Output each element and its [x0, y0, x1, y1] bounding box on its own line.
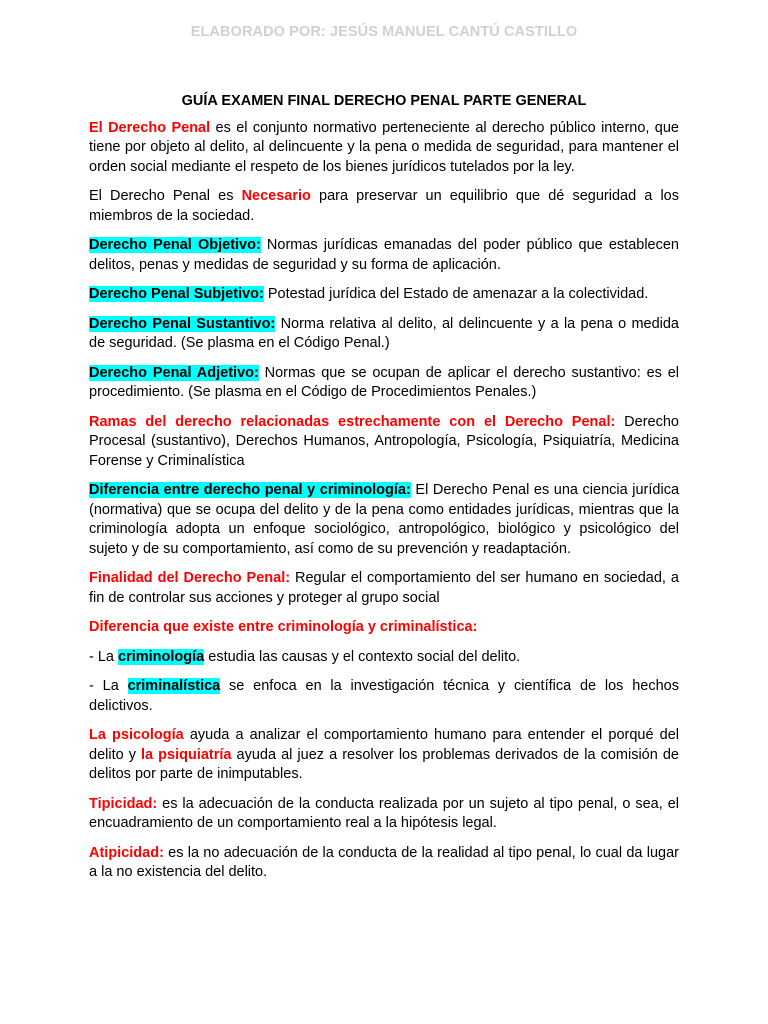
bullet-criminologia	[89, 648, 679, 668]
term-finalidad: Finalidad del Derecho Penal:	[89, 570, 291, 586]
paragraph-subjetivo	[89, 285, 679, 305]
term-psiquiatria: la psiquiatría	[141, 746, 232, 763]
text-after: se enfoca en la investigación técnica y científica de los hechos delictivos.	[89, 678, 679, 714]
paragraph-objetivo	[89, 236, 679, 275]
term-psicologia: La psicología	[89, 727, 184, 743]
term-sustantivo: Derecho Penal Sustantivo:	[89, 315, 276, 332]
text-after: ayuda al juez a resolver los problemas derivados de la comisión de delitos por parte de inimputables.	[89, 746, 679, 782]
term-necesario: Necesario	[241, 188, 311, 204]
definition-text: es el conjunto normativo perteneciente al derecho público interno, que tiene por objeto al delito, al delincuente y la pena o medida de seguridad, para mantener el orden social mediante el respeto de los bienes jurídicos tutelados por la ley.	[89, 119, 680, 175]
term-atipicidad: Atipicidad:	[89, 844, 164, 861]
definition-text: Norma relativa al delito, al delincuente y a la pena o medida de seguridad. (Se plasma en el Código Penal.)	[89, 315, 679, 351]
definition-text: Potestad jurídica del Estado de amenazar a la colectividad.	[263, 286, 649, 302]
definition-text: Normas jurídicas emanadas del poder público que establecen delitos, penas y medidas de seguridad y su forma de aplicación.	[89, 237, 679, 273]
document-title: GUÍA EXAMEN FINAL DERECHO PENAL PARTE GENERAL	[181, 93, 587, 109]
text-middle: ayuda a analizar el comportamiento humano para entender el porqué del delito y	[89, 727, 679, 763]
definition-text: Regular el comportamiento del ser humano en sociedad, a fin de controlar sus acciones y proteger al grupo social	[89, 570, 679, 606]
paragraph-sustantivo	[89, 315, 679, 354]
term-ramas: Ramas del derecho relacionadas estrechamente con el Derecho Penal:	[89, 413, 616, 430]
bullet-criminalistica	[89, 677, 679, 716]
text-after: para preservar un equilibrio que dé seguridad a los miembros de la sociedad.	[89, 188, 679, 224]
paragraph-tipicidad	[89, 795, 679, 834]
paragraph-ramas	[89, 413, 679, 472]
term-criminologia: criminología	[118, 648, 205, 665]
term-objetivo: Derecho Penal Objetivo:	[89, 237, 261, 253]
paragraph-adjetivo	[89, 364, 679, 403]
text-before: - La	[89, 678, 128, 694]
paragraph-psicologia	[89, 726, 679, 785]
text-before: El Derecho Penal es	[89, 188, 242, 204]
paragraph-necesario	[89, 187, 679, 226]
term-diferencia-criminalistica: Diferencia que existe entre criminología y criminalística:	[89, 619, 478, 635]
text-after: estudia las causas y el contexto social del delito.	[204, 648, 521, 665]
definition-text: es la no adecuación de la conducta de la realidad al tipo penal, lo cual da lugar a la no existencia del delito.	[89, 844, 679, 880]
page-header: ELABORADO POR: JESÚS MANUEL CANTÚ CASTILLO	[190, 24, 578, 40]
term-adjetivo: Derecho Penal Adjetivo:	[89, 364, 259, 381]
paragraph-diferencia-criminalistica	[89, 618, 679, 638]
paragraph-diferencia-criminologia	[89, 481, 679, 559]
definition-text: es la adecuación de la conducta realizada por un sujeto al tipo penal, o sea, el encuadramiento de un comportamiento real a la hipótesis legal.	[89, 795, 679, 831]
term-diferencia: Diferencia entre derecho penal y criminología:	[89, 482, 411, 498]
term-subjetivo: Derecho Penal Subjetivo:	[89, 286, 264, 302]
term-tipicidad: Tipicidad:	[89, 795, 158, 812]
text-before: - La	[89, 648, 119, 665]
paragraph-finalidad	[89, 569, 679, 608]
definition-text: El Derecho Penal es una ciencia jurídica (normativa) que se ocupa del delito y de la pena como entidades jurídicas, mientras que la criminología adopta un enfoque sociológico, antropológico, biológico y psicológico del sujeto y de su comportamiento, así como de su prevención y readaptación.	[89, 482, 680, 557]
document-body	[89, 92, 679, 893]
term-criminalistica: criminalística	[127, 678, 221, 694]
definition-text: Normas que se ocupan de aplicar el derecho sustantivo: es el procedimiento. (Se plasma en el Código de Procedimientos Penales.)	[89, 364, 679, 400]
paragraph-derecho-penal	[89, 119, 679, 178]
term-derecho-penal: El Derecho Penal	[89, 119, 211, 136]
definition-text: Derecho Procesal (sustantivo), Derechos Humanos, Antropología, Psicología, Psiquiatría, Medicina Forense y Criminalística	[89, 413, 679, 469]
paragraph-atipicidad	[89, 844, 679, 883]
